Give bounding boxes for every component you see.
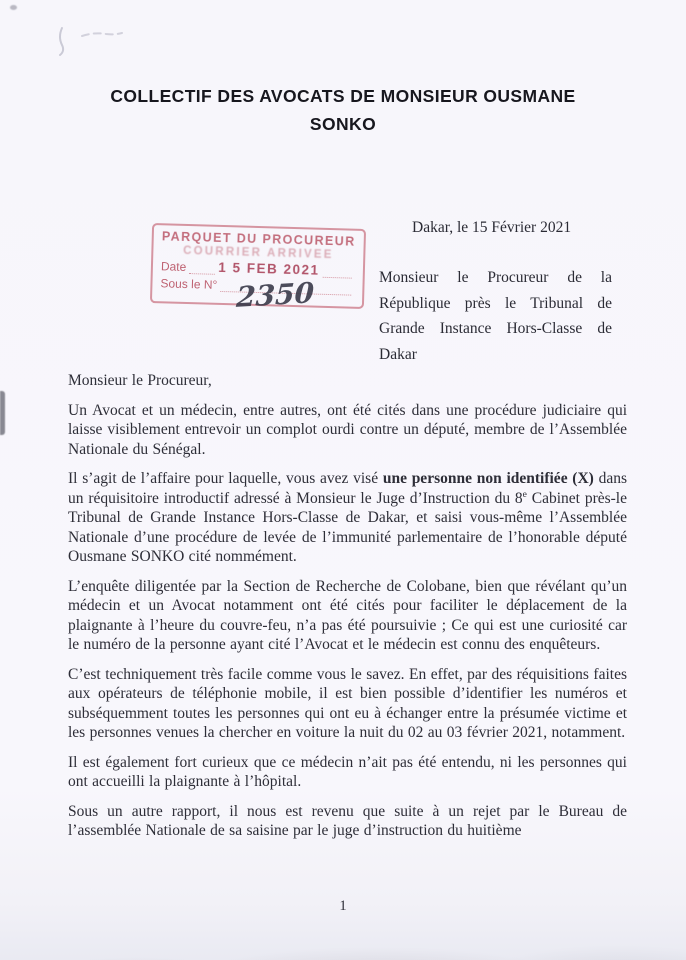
letter-paragraph bbox=[68, 577, 627, 655]
registry-arrival-stamp bbox=[150, 223, 366, 314]
page-number: 1 bbox=[339, 898, 347, 914]
scan-artifact bbox=[10, 5, 17, 10]
letter-title bbox=[0, 82, 686, 138]
letter-paragraph bbox=[68, 469, 627, 567]
letter-paragraph bbox=[68, 665, 627, 743]
letter-text-segment: Il est également fort curieux que ce médecin n’ait pas été entendu, ni les personnes qui ont accueilli la plaignante à l’hôpital. bbox=[68, 753, 627, 790]
scan-artifact bbox=[0, 391, 5, 435]
letter-text-segment: L’enquête diligentée par la Section de Recherche de Colobane, bien que révélant qu’un médecin et un Avocat notamment ont été cités pour faciliter le déplacement de la plaignante à l’heure du couvre-feu, n’a pas été poursuivie ; Ce qui est une curiosité car le numéro de la personne ayant cité l’Avocat et le médecin est connu des enquêteurs. bbox=[68, 577, 627, 653]
stamp-courrier-line: COURRIER ARRIVEE bbox=[183, 244, 334, 262]
letter-paragraph bbox=[68, 371, 627, 391]
pen-mark-icon bbox=[52, 14, 172, 64]
stamp-number-label: Sous le N° bbox=[160, 276, 218, 292]
letter-text-segment: Il s’agit de l’affaire pour laquelle, vous avez visé bbox=[68, 470, 383, 487]
letter-paragraph bbox=[68, 802, 627, 841]
letter-text-segment: Cabinet près-le Tribunal de Grande Instance Hors-Classe de Dakar, et saisi vous-même l’Assemblée Nationale d’une procédure de levée de l’immunité parlementaire de l’honorable député Ousmane SONKO cité nommément. bbox=[68, 489, 627, 565]
letter-date: Dakar, le 15 Février 2021 bbox=[412, 219, 572, 236]
addressee-block: Monsieur le Procureur de la République près le Tribunal de Grande Instance Hors-Classe de Dakar bbox=[379, 269, 612, 363]
letter-text-segment: Un Avocat et un médecin, entre autres, ont été cités dans une procédure judiciaire qui laisse visiblement entrevoir un complot ourdi contre un député, membre de l’Assemblée Nationale du Sénégal. bbox=[68, 401, 627, 458]
letter-text-segment: C’est techniquement très facile comme vous le savez. En effet, par des réquisitions faites aux opérateurs de téléphonie mobile, il est bien possible d’identifier les numéros et subséquemment toutes les personnes qui ont eu à échanger entre la présumée victime et les personnes venues la chercher en voiture la nuit du 02 au 03 février 2021, notamment. bbox=[68, 665, 627, 741]
stamp-office-name: PARQUET DU PROCUREUR bbox=[161, 229, 356, 249]
letter-text-segment: une personne non identifiée (X) bbox=[382, 470, 594, 487]
letter-text-segment: Sous un autre rapport, il nous est revenu que suite à un rejet par le Bureau de l’assemblée Nationale de sa saisine par le juge d’instruction du huitième bbox=[68, 802, 627, 839]
stamp-date-row bbox=[161, 259, 355, 278]
stamp-dotted-leader bbox=[189, 262, 215, 275]
stamp-dotted-leader bbox=[322, 266, 352, 279]
letter-text-segment: Monsieur le Procureur, bbox=[68, 372, 212, 389]
stamp-date-label: Date bbox=[160, 259, 187, 274]
letter-title-line1: COLLECTIF DES AVOCATS DE MONSIEUR OUSMANE bbox=[110, 86, 576, 106]
letter-text-segment: e bbox=[522, 488, 527, 500]
stamp-date-value: 1 5 FEB 2021 bbox=[218, 259, 320, 278]
letter-title-line2: SONKO bbox=[309, 114, 377, 134]
letter-body bbox=[68, 371, 627, 851]
letter-text-segment: dans un réquisitoire introductif adressé à Monsieur le Juge d’Instruction du 8 bbox=[68, 470, 627, 507]
letter-paragraph bbox=[68, 753, 627, 792]
letter-paragraph bbox=[68, 401, 627, 460]
handwritten-registry-number: 2350 bbox=[235, 276, 315, 314]
